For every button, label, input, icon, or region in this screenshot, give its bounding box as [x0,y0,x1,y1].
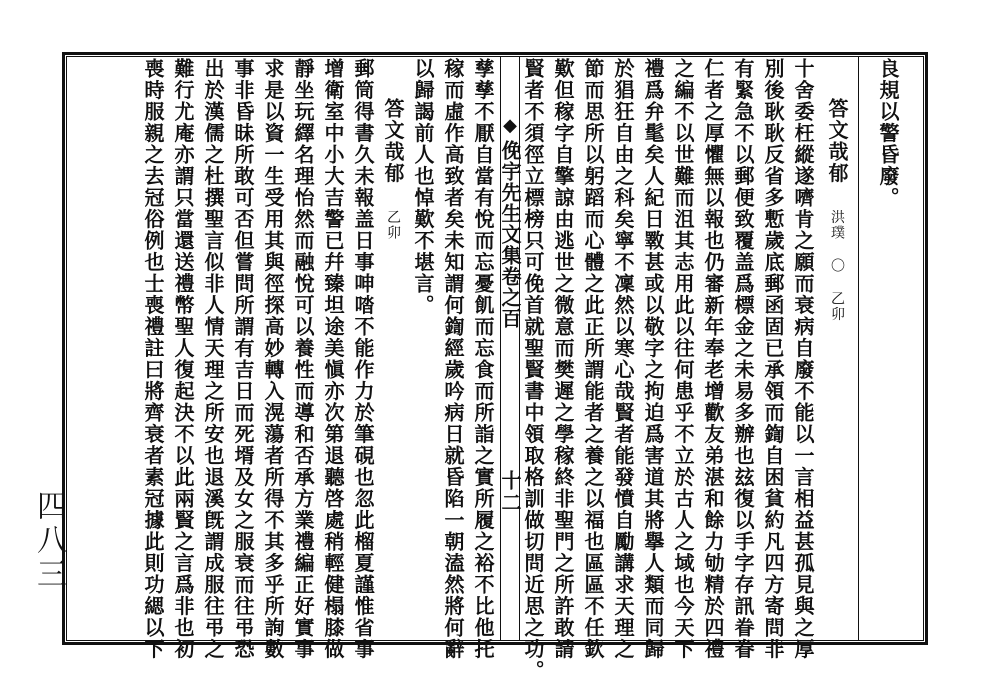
text-line: 事非昏昧所敢可否但嘗問所謂有吉日而死壻及女之服衰而往弔恐 [231,58,255,660]
text-line: 仁者之厚懼無以報也仍審新年奉老增歡友弟湛和餘力劬精於四禮 [701,58,725,660]
text-line: 難行尤庵亦謂只當還送禮幣聖人復起決不以此兩賢之言爲非也初 [171,58,195,660]
text-line: 十舍委枉縱遂嚌肯之願而衰病自廢不能以一言相益甚孤見與之厚 [791,58,815,660]
text-line: 郵筒得書久未報盖日事呻𠴲不能作力於筆硯也忽此榴夏謹惟省事 [351,58,375,660]
text-line: 增衛室中小大吉警已幷臻坦途美愼亦次第退聽啓處稍輕健榻膝做 [321,58,345,660]
column-right-1: 良規以警昏廢。 [876,58,900,209]
page-number: 四八三 [31,490,66,592]
text-line: 節而思所以躬蹈而心體之此正所謂能者之養之以福也區區不任欽 [581,58,605,660]
heading-note: 洪璞 〇 乙卯 [829,209,845,322]
text-line: 靜坐玩繹名理怡然而融悅可以養性而導和否承方業禮編正好實事 [291,58,315,660]
text-line: 孳孳不厭自當有悅而忘憂飢而忘食而所詣之實所履之裕不比他托 [471,58,495,660]
text-line: 禮爲弁髦矣人紀日斁甚或以敬字之拘迫爲害道其將擧人類而同歸 [641,58,665,660]
fishtail-mark-icon: ◆ [503,115,517,136]
text-line: 於猖狂自由之科矣寧不凜然以寒心哉賢者能發憤自勵講求天理之 [611,58,635,660]
text-line: 喪時服親之去冠俗例也士喪禮註曰將齊衰者素冠據此則功緦以下 [141,58,165,660]
book-title: 俛宇先生文集卷之百 [498,140,522,329]
text-line: 賢者不須徑立標榜只可俛首就聖賢書中領取格訓做切問近思之功。 [521,58,545,682]
text-line: 求是以資一生受用其與徑探高妙轉入滉蕩者所得不其多乎所詢數 [261,58,285,660]
heading-note: 乙卯 [385,209,401,241]
text-line: 稼而虛作高致者矣未知謂何鍧經歲吟病日就昏陷一朝溘然將何辭 [441,58,465,660]
leaf-number: 十二 [498,470,522,514]
heading-text: 答文哉郁 [381,98,405,184]
text-line: 有緊急不以郵便致覆盖爲標金之未易多辦也玆復以手字存訊眷眷 [731,58,755,660]
heading-text: 答文哉郁 [825,98,849,184]
letter-heading-right [822,98,852,322]
letter-heading-left [378,98,408,241]
text-line: 之編不以世難而沮其志用此以往何患乎不立於古人之域也今天下 [671,58,695,660]
text-line: 歎但稼字自擎諒由逃世之微意而樊遲之學稼終非聖門之所許敢請 [551,58,575,660]
text-line: 別後耿耿反省多慙歲底郵函固已承領而鍧自困貧約凡四方寄問非 [761,58,785,660]
text-line: 出於漢儒之杜撰聖言似非人情天理之所安也退溪旣謂成服往弔之 [201,58,225,660]
text-line: 以歸謁前人也悼歎不堪言。 [411,58,435,316]
column-rule [858,56,859,641]
